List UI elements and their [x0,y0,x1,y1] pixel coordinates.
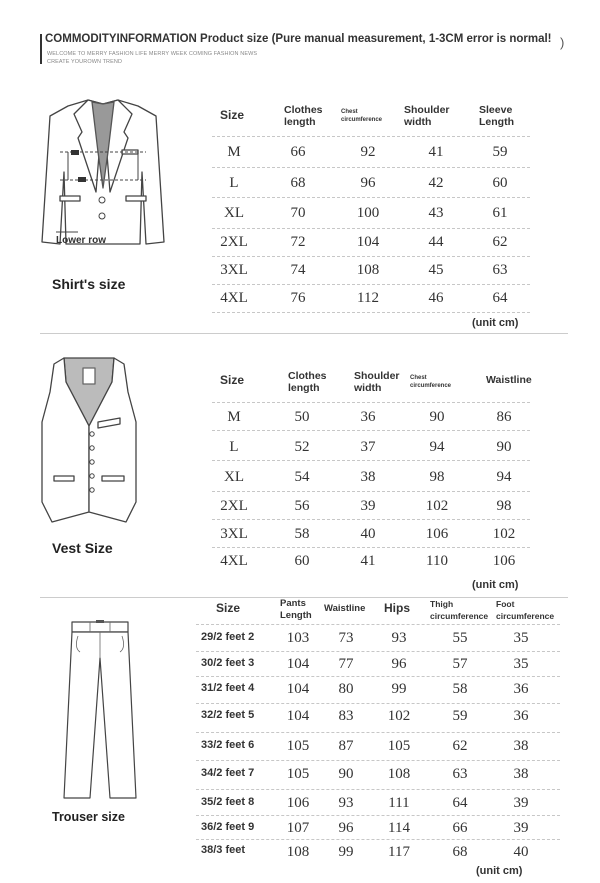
cell-size: 38/3 feet [201,844,246,856]
cell: 106 [425,526,449,542]
cell: 50 [294,409,310,425]
cell: 39 [513,795,529,811]
cell: 108 [356,262,380,278]
cell-size: 34/2 feet 7 [201,767,255,779]
trouser-header-hips: Hips [384,601,411,615]
cell: 104 [356,234,380,250]
shirt-unit-note: (unit cm) [472,317,519,329]
vest-header-waistline: Waistline [486,374,532,386]
cell: 105 [286,766,310,782]
row-divider [212,430,530,431]
jacket-illustration [38,92,168,252]
cell: 70 [290,205,306,221]
cell: 83 [338,708,354,724]
vest-size-caption: Vest Size [52,540,113,556]
cell: 93 [338,795,354,811]
cell-size: L [229,439,239,455]
row-divider [212,167,530,168]
cell: 96 [360,175,376,191]
cell: 58 [452,681,468,697]
cell: 60 [492,175,508,191]
cell: 96 [391,656,407,672]
cell-size: 2XL [220,498,248,514]
row-divider [212,312,530,313]
row-divider [212,284,530,285]
cell: 64 [492,290,508,306]
shirt-size-caption: Shirt's size [52,276,126,292]
shirt-header-divider [212,136,530,137]
row-divider [196,760,560,761]
cell-size: L [229,175,239,191]
shirt-header-clothes-length: Clothes length [284,104,323,128]
trouser-header-foot: Foot circumference [496,599,555,621]
cell: 41 [428,144,444,160]
vest-header-chest: Chest circumference [410,375,452,389]
cell-size: 29/2 feet 2 [201,631,255,643]
cell: 80 [338,681,354,697]
cell: 86 [496,409,512,425]
cell: 90 [338,766,354,782]
cell: 100 [356,205,380,221]
cell: 90 [429,409,445,425]
row-divider [212,197,530,198]
shirt-header-shoulder-width: Shoulder width [404,104,450,128]
cell: 104 [286,681,310,697]
cell: 112 [357,290,379,306]
page-title: COMMODITYINFORMATION Product size (Pure manual measurement, 1-3CM error is normal! [45,33,552,45]
cell: 90 [496,439,512,455]
cell: 59 [452,708,468,724]
trousers-illustration [60,618,140,803]
header-subtitle-line-1: WELCOME TO MERRY FASHION LIFE MERRY WEEK COMING FASHION NEWS [47,51,258,57]
vest-header-shoulder-width: Shoulder width [354,370,400,394]
shirt-header-sleeve-length: Sleeve Length [479,104,514,128]
cell-size: 36/2 feet 9 [201,821,255,833]
row-divider [196,789,560,790]
trouser-header-size: Size [216,601,241,615]
cell-size: 33/2 feet 6 [201,739,255,751]
cell: 93 [391,630,407,646]
cell: 114 [388,820,410,836]
cell: 103 [286,630,310,646]
row-divider [212,256,530,257]
row-divider [196,839,560,840]
trouser-header-divider [196,624,560,625]
vest-header-size: Size [220,373,245,387]
cell: 63 [492,262,508,278]
cell: 104 [286,656,310,672]
cell: 58 [294,526,310,542]
cell: 108 [286,844,310,860]
cell: 56 [294,498,310,514]
cell: 46 [428,290,444,306]
cell-size: M [227,144,241,160]
cell-size: XL [224,469,244,485]
vest-header-clothes-length: Clothes length [288,370,327,394]
trouser-unit-note: (unit cm) [476,865,523,877]
cell: 40 [360,526,376,542]
row-divider [196,651,560,652]
cell: 96 [338,820,354,836]
cell: 55 [452,630,468,646]
cell: 98 [496,498,512,514]
vest-illustration [36,352,142,530]
cell: 37 [360,439,376,455]
trouser-size-caption: Trouser size [52,810,125,824]
cell: 38 [513,738,529,754]
cell-size: 2XL [220,234,248,250]
row-divider [196,676,560,677]
cell-size: 3XL [220,526,248,542]
cell: 63 [452,766,468,782]
cell: 43 [428,205,444,221]
section-divider [40,333,568,334]
header-subtitle-line-2: CREATE YOUROWN TREND [47,59,123,65]
cell: 94 [429,439,445,455]
cell-size: 31/2 feet 4 [201,682,255,694]
header-accent-bar [40,34,42,64]
lower-row-label: Lower row [56,235,107,246]
cell: 102 [425,498,449,514]
cell: 68 [452,844,468,860]
cell: 41 [360,553,376,569]
cell: 38 [513,766,529,782]
cell: 77 [338,656,354,672]
cell: 74 [290,262,306,278]
cell: 110 [426,553,448,569]
cell: 59 [492,144,508,160]
cell: 45 [428,262,444,278]
cell: 52 [294,439,310,455]
cell: 117 [388,844,410,860]
cell-size: 4XL [220,553,248,569]
cell: 54 [294,469,310,485]
cell: 36 [513,708,529,724]
cell-size: 35/2 feet 8 [201,796,255,808]
cell: 99 [338,844,354,860]
cell: 40 [513,844,529,860]
cell: 64 [452,795,468,811]
shirt-header-size: Size [220,108,245,122]
cell: 68 [290,175,306,191]
cell: 36 [513,681,529,697]
cell: 108 [387,766,411,782]
cell: 76 [290,290,306,306]
cell: 61 [492,205,508,221]
cell-size: 32/2 feet 5 [201,709,255,721]
cell: 94 [496,469,512,485]
row-divider [196,703,560,704]
title-closing-paren: ) [560,35,565,50]
cell: 102 [492,526,516,542]
cell: 104 [286,708,310,724]
cell: 72 [290,234,306,250]
cell-size: 30/2 feet 3 [201,657,255,669]
row-divider [212,547,530,548]
cell: 106 [286,795,310,811]
cell: 35 [513,656,529,672]
cell: 42 [428,175,444,191]
shirt-header-chest: Chest circumference [341,109,383,123]
cell: 36 [360,409,376,425]
trouser-header-waistline: Waistline [324,603,366,614]
vest-header-divider [212,402,530,403]
row-divider [196,815,560,816]
vest-unit-note: (unit cm) [472,579,519,591]
cell: 60 [294,553,310,569]
cell: 87 [338,738,354,754]
row-divider [212,519,530,520]
cell: 44 [428,234,444,250]
cell: 62 [492,234,508,250]
cell: 35 [513,630,529,646]
cell: 39 [360,498,376,514]
cell-size: 3XL [220,262,248,278]
cell: 99 [391,681,407,697]
cell: 38 [360,469,376,485]
trouser-header-thigh: Thigh circumference [430,599,489,621]
cell-size: M [227,409,241,425]
row-divider [196,732,560,733]
trouser-header-pants-length: Pants Length [280,598,312,621]
cell: 98 [429,469,445,485]
cell: 102 [387,708,411,724]
cell: 57 [452,656,468,672]
cell: 39 [513,820,529,836]
row-divider [212,460,530,461]
row-divider [212,491,530,492]
cell: 66 [452,820,468,836]
row-divider [212,228,530,229]
cell: 66 [290,144,306,160]
cell: 73 [338,630,354,646]
cell: 92 [360,144,376,160]
cell: 105 [387,738,411,754]
cell: 107 [286,820,310,836]
cell: 111 [388,795,410,811]
cell: 62 [452,738,468,754]
cell: 106 [492,553,516,569]
cell-size: XL [224,205,244,221]
cell-size: 4XL [220,290,248,306]
cell: 105 [286,738,310,754]
